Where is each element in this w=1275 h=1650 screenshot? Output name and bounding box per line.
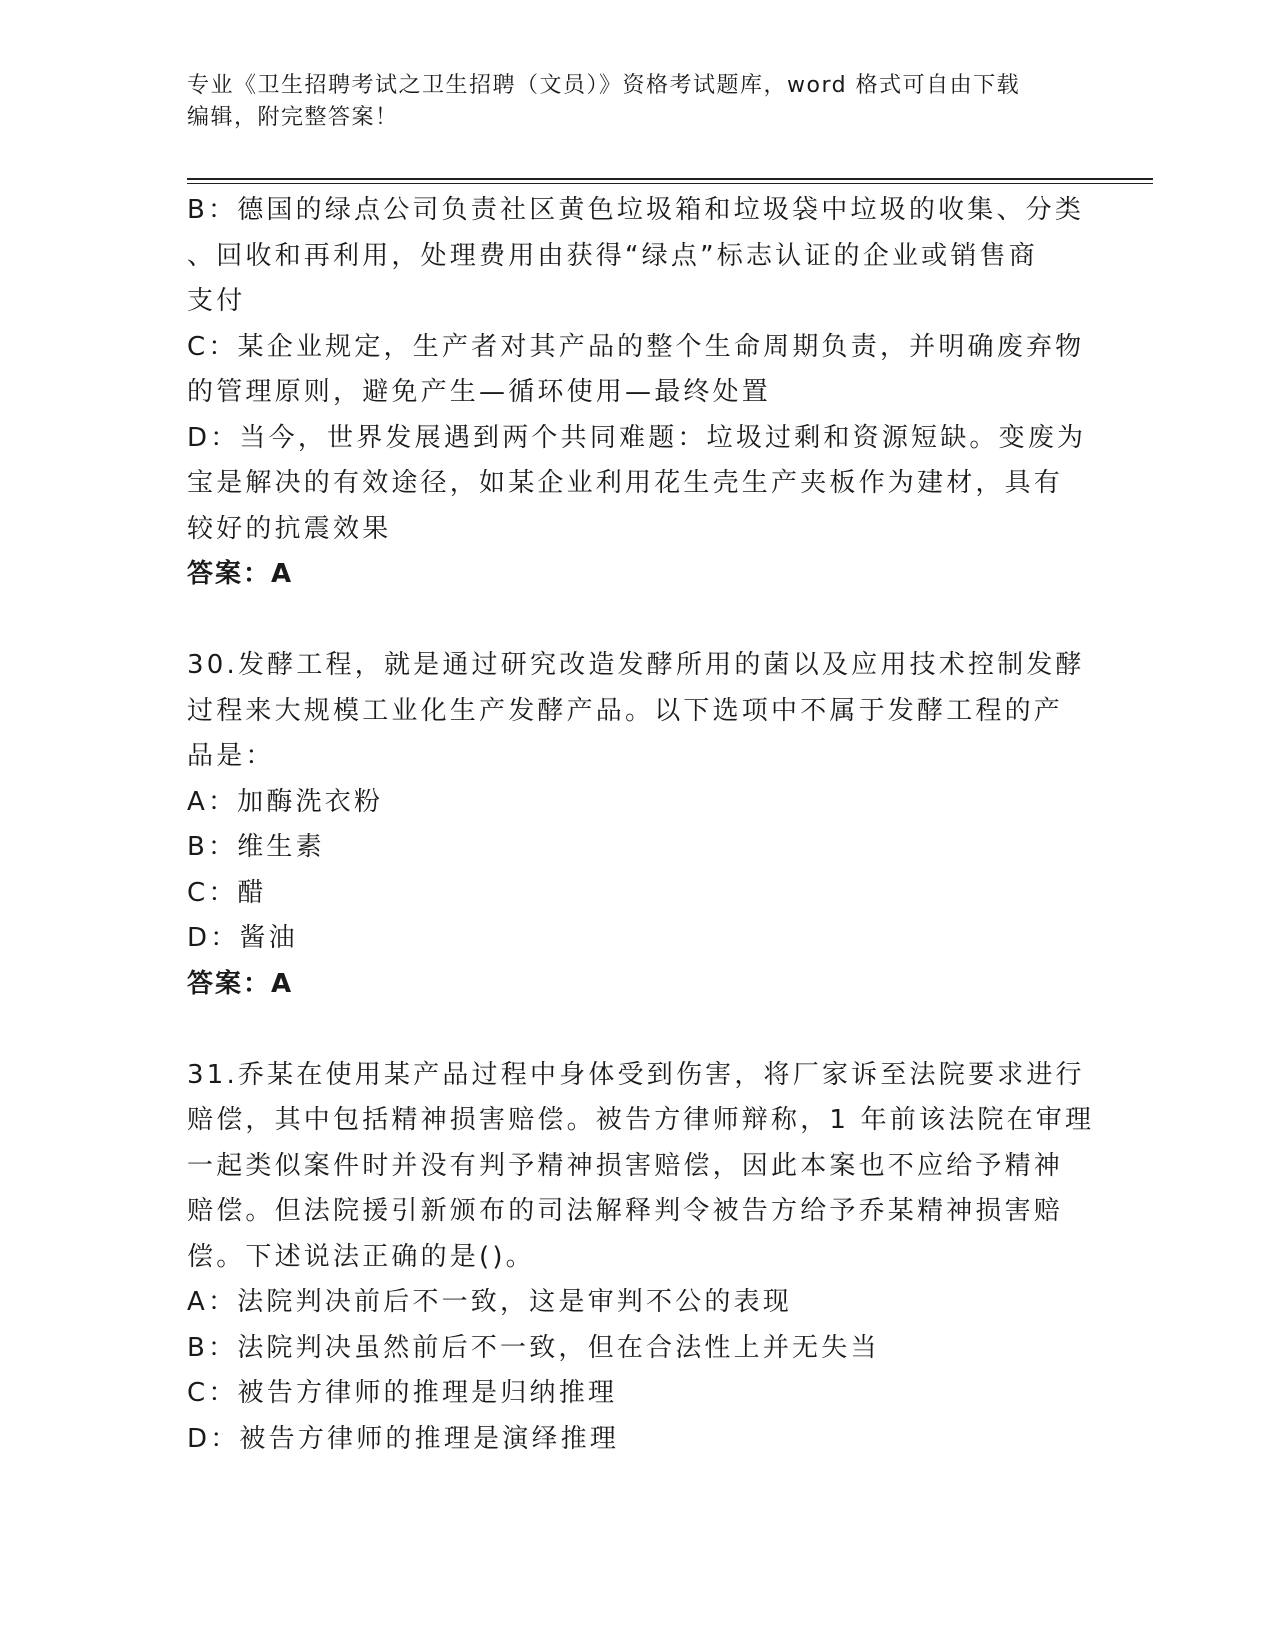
option-d-line: 宝是解决的有效途径，如某企业利用花生壳生产夹板作为建材，具有: [187, 468, 1064, 498]
option-a: A：法院判决前后不一致，这是审判不公的表现: [187, 1287, 792, 1317]
question-31: [187, 1053, 1095, 1463]
option-b: B：法院判决虽然前后不一致，但在合法性上并无失当: [187, 1332, 880, 1363]
question-stem-line: 30.发酵工程，就是通过研究改造发酵所用的菌以及应用技术控制发酵: [187, 650, 1085, 680]
answer-line: 答案：A: [187, 559, 294, 589]
option-c: C：被告方律师的推理是归纳推理: [187, 1378, 618, 1408]
header-line-2: 编辑，附完整答案！: [187, 105, 399, 130]
option-c-line: C：某企业规定，生产者对其产品的整个生命周期负责，并明确废弃物: [187, 331, 1085, 362]
option-d: D：被告方律师的推理是演绎推理: [187, 1423, 620, 1454]
option-b-line: B：德国的绿点公司负责社区黄色垃圾箱和垃圾袋中垃圾的收集、分类: [187, 195, 1085, 225]
option-b-line: 支付: [187, 286, 246, 316]
question-stem-line: 过程来大规模工业化生产发酵产品。以下选项中不属于发酵工程的产: [187, 695, 1064, 726]
option-d-line: 较好的抗震效果: [187, 513, 392, 544]
header-line-1: 专业《卫生招聘考试之卫生招聘（文员）》资格考试题库，word 格式可自由下载: [187, 73, 1021, 98]
option-a: A：加酶洗衣粉: [187, 786, 384, 817]
option-c: [187, 325, 1087, 416]
question-stem-line: 一起类似案件时并没有判予精神损害赔偿，因此本案也不应给予精神: [187, 1150, 1064, 1181]
option-d: [187, 416, 1087, 553]
spacer: [187, 1007, 1087, 1053]
question-stem-line: 偿。下述说法正确的是()。: [187, 1241, 535, 1272]
question-stem-line: 赔偿，其中包括精神损害赔偿。被告方律师辩称，1 年前该法院在审理: [187, 1105, 1095, 1135]
option-c: C：醋: [187, 877, 267, 908]
question-stem-line: 赔偿。但法院援引新颁布的司法解释判令被告方给予乔某精神损害赔: [187, 1196, 1064, 1226]
question-stem-line: 31.乔某在使用某产品过程中身体受到伤害，将厂家诉至法院要求进行: [187, 1059, 1085, 1090]
option-b-line: 、回收和再利用，处理费用由获得“绿点”标志认证的企业或销售商: [187, 240, 1038, 271]
option-c-line: 的管理原则，避免产生—循环使用—最终处置: [187, 377, 772, 407]
option-d-line: D：当今，世界发展遇到两个共同难题：垃圾过剩和资源短缺。变废为: [187, 422, 1087, 453]
spacer: [187, 598, 1087, 644]
option-b: [187, 188, 1087, 325]
option-b: B：维生素: [187, 832, 325, 862]
document-body: [187, 188, 1095, 1462]
answer-line: 答案：A: [187, 968, 294, 999]
option-d: D：酱油: [187, 923, 298, 953]
document-header: [187, 70, 1087, 134]
question-29-tail: [187, 188, 1087, 598]
question-30: [187, 643, 1087, 1007]
header-divider: [187, 178, 1153, 184]
question-stem-line: 品是：: [187, 741, 275, 771]
